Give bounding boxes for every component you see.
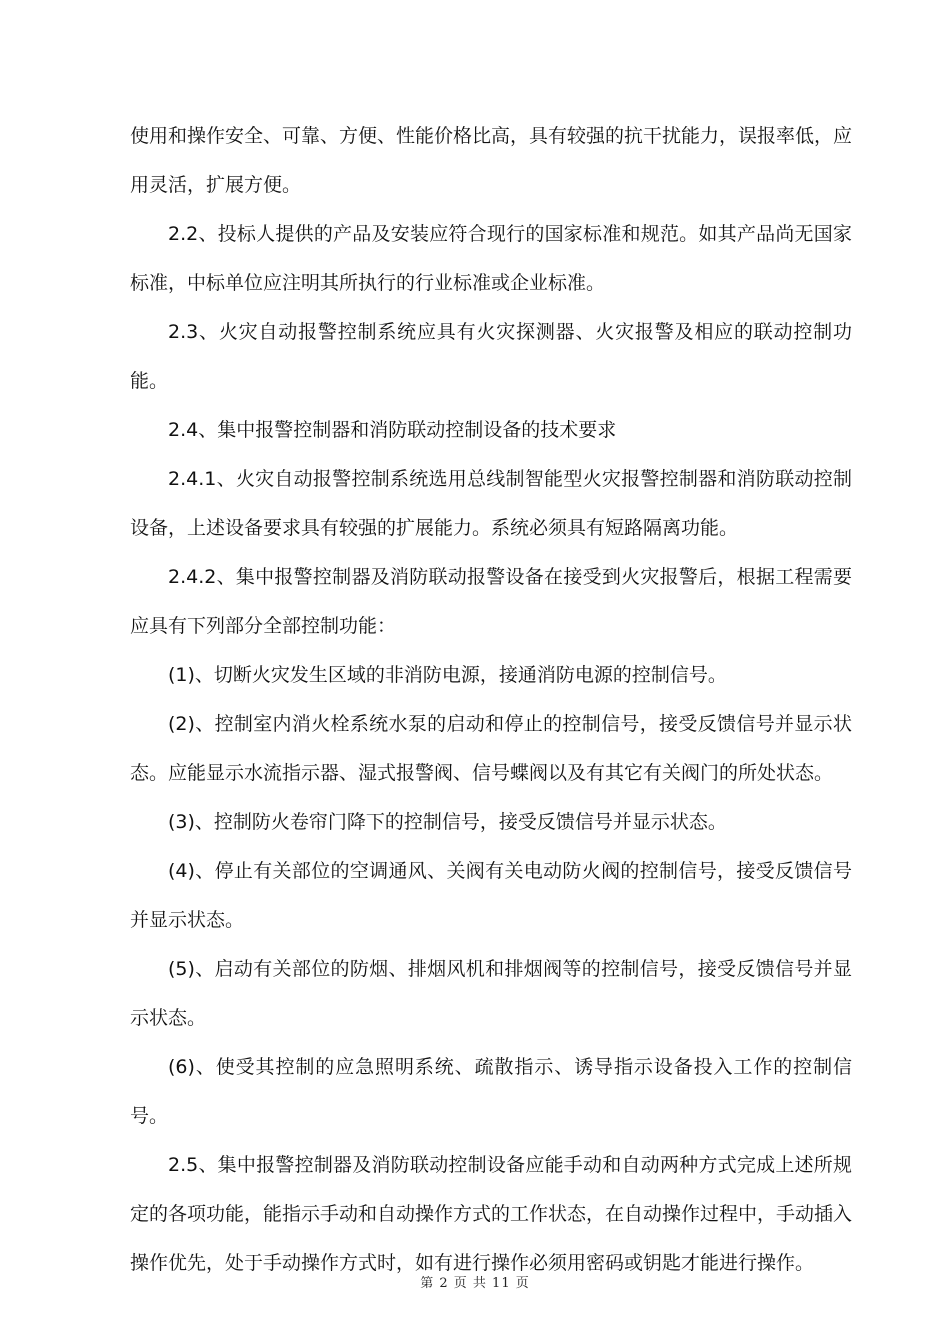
paragraph-intro-continued: 使用和操作安全、可靠、方便、性能价格比高，具有较强的抗干扰能力，误报率低，应用灵活，扩展方便。 bbox=[130, 125, 853, 196]
paragraph-2-2: 2.2、投标人提供的产品及安装应符合现行的国家标准和规范。如其产品尚无国家标准，中标单位应注明其所执行的行业标准或企业标准。 bbox=[130, 223, 852, 294]
paragraph-2-4-1: 2.4.1、火灾自动报警控制系统选用总线制智能型火灾报警控制器和消防联动控制设备，上述设备要求具有较强的扩展能力。系统必须具有短路隔离功能。 bbox=[130, 468, 852, 539]
paragraph-2-5: 2.5、集中报警控制器及消防联动控制设备应能手动和自动两种方式完成上述所规定的各项功能，能指示手动和自动操作方式的工作状态，在自动操作过程中，手动插入操作优先，处于手动操作方式时，如有进行操作必须用密码或钥匙才能进行操作。 bbox=[130, 1154, 853, 1274]
paragraph-2-4-2: 2.4.2、集中报警控制器及消防联动报警设备在接受到火灾报警后，根据工程需要应具有下列部分全部控制功能： bbox=[130, 566, 852, 637]
list-item-4: (4)、停止有关部位的空调通风、关阀有关电动防火阀的控制信号，接受反馈信号并显示状态。 bbox=[130, 860, 852, 931]
page-number-footer: 第 2 页 共 11 页 bbox=[420, 1276, 530, 1291]
list-item-5: (5)、启动有关部位的防烟、排烟风机和排烟阀等的控制信号，接受反馈信号并显示状态。 bbox=[130, 958, 852, 1029]
list-item-2: (2)、控制室内消火栓系统水泵的启动和停止的控制信号，接受反馈信号并显示状态。应能显示水流指示器、湿式报警阀、信号蝶阀以及有其它有关阀门的所处状态。 bbox=[130, 713, 852, 784]
list-item-3: (3)、控制防火卷帘门降下的控制信号，接受反馈信号并显示状态。 bbox=[168, 811, 727, 833]
document-body bbox=[130, 112, 852, 1288]
paragraph-2-4: 2.4、集中报警控制器和消防联动控制设备的技术要求 bbox=[168, 419, 617, 441]
paragraph-2-3: 2.3、火灾自动报警控制系统应具有火灾探测器、火灾报警及相应的联动控制功能。 bbox=[130, 321, 852, 392]
list-item-1: (1)、切断火灾发生区域的非消防电源，接通消防电源的控制信号。 bbox=[168, 664, 727, 686]
list-item-6: (6)、使受其控制的应急照明系统、疏散指示、诱导指示设备投入工作的控制信号。 bbox=[130, 1056, 852, 1127]
